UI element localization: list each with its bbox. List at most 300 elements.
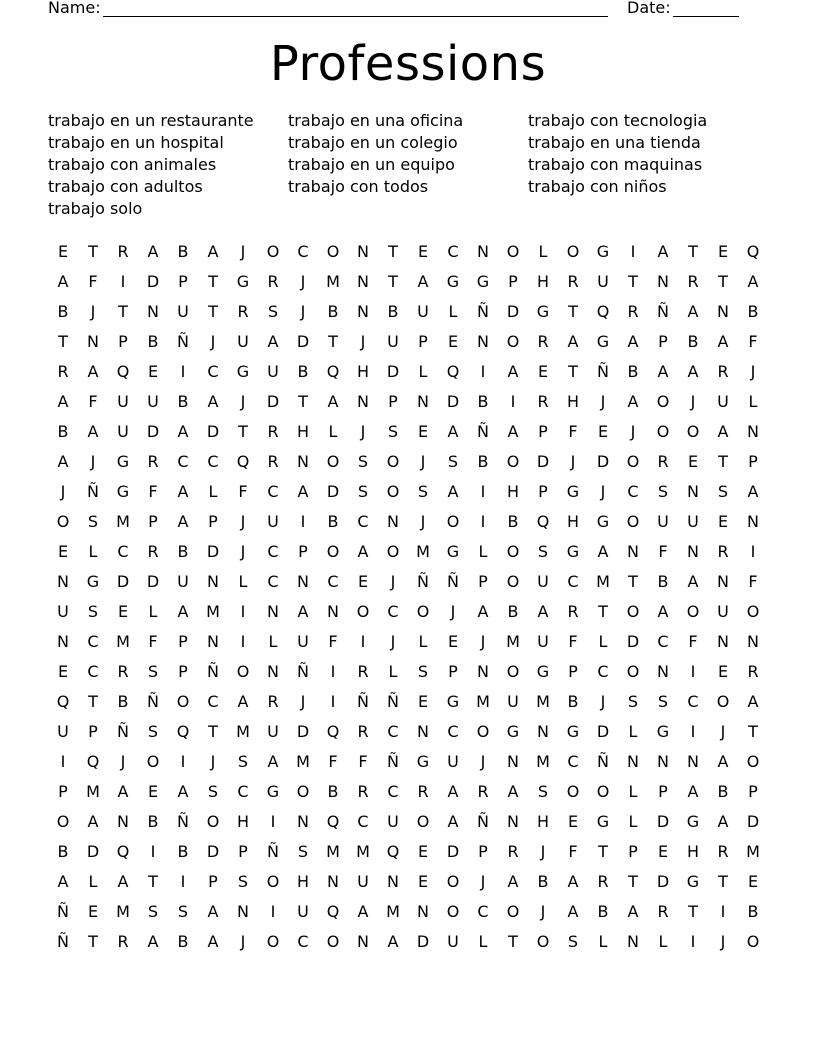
grid-letter[interactable]: J [540,902,546,921]
grid-letter[interactable]: O [266,932,280,951]
grid-letter[interactable]: M [536,692,550,711]
grid-letter[interactable]: C [87,632,99,651]
grid-letter[interactable]: C [687,692,699,711]
grid-letter[interactable]: H [356,362,370,381]
grid-letter[interactable]: A [327,392,339,411]
grid-letter[interactable]: S [357,452,369,471]
grid-letter[interactable]: N [117,812,129,831]
grid-letter[interactable]: O [326,242,340,261]
grid-letter[interactable]: C [627,482,639,501]
grid-letter[interactable]: Q [116,842,130,861]
grid-letter[interactable]: S [657,692,669,711]
grid-letter[interactable]: L [748,392,758,411]
grid-letter[interactable]: Ñ [297,662,309,681]
grid-letter[interactable]: L [88,542,98,561]
grid-letter[interactable]: O [386,482,400,501]
grid-letter[interactable]: L [598,632,608,651]
grid-letter[interactable]: B [297,362,309,381]
grid-letter[interactable]: O [296,782,310,801]
grid-letter[interactable]: U [657,512,669,531]
grid-letter[interactable]: R [357,722,369,741]
grid-letter[interactable]: N [627,542,639,561]
grid-letter[interactable]: Q [386,842,400,861]
grid-letter[interactable]: A [417,272,429,291]
grid-letter[interactable]: A [297,482,309,501]
grid-letter[interactable]: Q [116,362,130,381]
grid-letter[interactable]: A [747,482,759,501]
grid-letter[interactable]: F [688,632,698,651]
grid-letter[interactable]: N [267,662,279,681]
grid-letter[interactable]: U [57,722,69,741]
grid-letter[interactable]: G [266,782,280,801]
grid-letter[interactable]: J [570,452,576,471]
grid-letter[interactable]: A [87,422,99,441]
grid-letter[interactable]: C [387,602,399,621]
grid-letter[interactable]: J [690,392,696,411]
grid-letter[interactable]: D [326,482,340,501]
grid-letter[interactable]: P [628,842,638,861]
grid-letter[interactable]: E [117,602,129,621]
grid-letter[interactable]: I [240,602,246,621]
grid-letter[interactable]: T [148,872,158,891]
date-blank-line[interactable] [673,16,739,17]
grid-letter[interactable]: B [747,302,759,321]
grid-letter[interactable]: J [390,572,396,591]
grid-letter[interactable]: N [657,752,669,771]
grid-letter[interactable]: P [658,332,668,351]
grid-letter[interactable]: H [506,482,520,501]
grid-letter[interactable]: T [208,272,218,291]
grid-letter[interactable]: Ñ [477,422,489,441]
grid-letter[interactable]: S [87,512,99,531]
grid-letter[interactable]: S [147,722,159,741]
grid-letter[interactable]: D [596,452,610,471]
grid-letter[interactable]: O [506,242,520,261]
grid-letter[interactable]: Ñ [477,302,489,321]
grid-letter[interactable]: M [596,572,610,591]
grid-letter[interactable]: G [416,752,430,771]
grid-letter[interactable]: U [147,392,159,411]
grid-letter[interactable]: L [628,722,638,741]
grid-letter[interactable]: B [57,842,69,861]
grid-letter[interactable]: Q [326,722,340,741]
grid-letter[interactable]: N [267,602,279,621]
grid-letter[interactable]: D [206,422,220,441]
grid-letter[interactable]: A [177,512,189,531]
grid-letter[interactable]: N [417,722,429,741]
grid-letter[interactable]: O [56,812,70,831]
grid-letter[interactable]: C [297,242,309,261]
grid-letter[interactable]: Ñ [57,902,69,921]
grid-letter[interactable]: M [116,632,130,651]
grid-letter[interactable]: R [357,662,369,681]
grid-letter[interactable]: N [297,452,309,471]
grid-letter[interactable]: G [446,692,460,711]
grid-letter[interactable]: T [598,842,608,861]
grid-letter[interactable]: O [56,512,70,531]
grid-letter[interactable]: L [538,242,548,261]
grid-letter[interactable]: I [330,692,336,711]
grid-letter[interactable]: S [357,482,369,501]
grid-letter[interactable]: B [327,782,339,801]
grid-letter[interactable]: A [597,542,609,561]
grid-letter[interactable]: E [357,572,369,591]
grid-letter[interactable]: F [568,632,578,651]
grid-letter[interactable]: E [717,512,729,531]
grid-letter[interactable]: Ñ [597,362,609,381]
grid-letter[interactable]: Q [446,362,460,381]
grid-letter[interactable]: A [717,422,729,441]
grid-letter[interactable]: R [657,902,669,921]
grid-letter[interactable]: S [237,752,249,771]
grid-letter[interactable]: U [717,602,729,621]
grid-letter[interactable]: G [566,542,580,561]
grid-letter[interactable]: F [238,482,248,501]
grid-letter[interactable]: J [240,542,246,561]
grid-letter[interactable]: N [237,902,249,921]
grid-letter[interactable]: S [537,542,549,561]
grid-letter[interactable]: U [357,872,369,891]
grid-letter[interactable]: B [537,872,549,891]
grid-letter[interactable]: I [510,392,516,411]
grid-letter[interactable]: A [747,272,759,291]
grid-letter[interactable]: A [717,752,729,771]
grid-letter[interactable]: Ñ [477,812,489,831]
grid-letter[interactable]: E [147,362,159,381]
grid-letter[interactable]: G [566,722,580,741]
grid-letter[interactable]: Ñ [87,482,99,501]
grid-letter[interactable]: L [238,572,248,591]
grid-letter[interactable]: A [687,302,699,321]
grid-letter[interactable]: O [656,422,670,441]
grid-letter[interactable]: Q [86,752,100,771]
grid-letter[interactable]: L [478,932,488,951]
grid-letter[interactable]: A [87,812,99,831]
grid-letter[interactable]: O [746,602,760,621]
grid-letter[interactable]: M [416,542,430,561]
grid-letter[interactable]: A [267,752,279,771]
grid-letter[interactable]: C [237,782,249,801]
grid-letter[interactable]: N [477,332,489,351]
grid-letter[interactable]: O [566,782,580,801]
grid-letter[interactable]: D [626,632,640,651]
grid-letter[interactable]: N [687,542,699,561]
grid-letter[interactable]: R [657,452,669,471]
grid-letter[interactable]: S [177,902,189,921]
grid-letter[interactable]: T [718,452,728,471]
grid-letter[interactable]: A [147,932,159,951]
grid-letter[interactable]: D [656,872,670,891]
grid-letter[interactable]: L [418,362,428,381]
grid-letter[interactable]: N [477,662,489,681]
grid-letter[interactable]: S [567,932,579,951]
grid-letter[interactable]: E [717,662,729,681]
grid-letter[interactable]: A [507,362,519,381]
grid-letter[interactable]: T [628,272,638,291]
grid-letter[interactable]: G [446,542,460,561]
grid-letter[interactable]: F [88,272,98,291]
grid-letter[interactable]: A [57,452,69,471]
grid-letter[interactable]: G [596,332,610,351]
grid-letter[interactable]: D [146,572,160,591]
grid-letter[interactable]: A [687,572,699,591]
grid-letter[interactable]: I [750,542,756,561]
grid-letter[interactable]: O [356,602,370,621]
grid-letter[interactable]: B [147,812,159,831]
grid-letter[interactable]: A [387,932,399,951]
grid-letter[interactable]: D [296,722,310,741]
grid-letter[interactable]: O [626,452,640,471]
grid-letter[interactable]: G [656,722,670,741]
grid-letter[interactable]: L [658,932,668,951]
grid-letter[interactable]: B [57,302,69,321]
grid-letter[interactable]: O [626,602,640,621]
grid-letter[interactable]: B [567,692,579,711]
grid-letter[interactable]: N [657,662,669,681]
grid-letter[interactable]: O [266,872,280,891]
grid-letter[interactable]: P [478,842,488,861]
grid-letter[interactable]: J [300,692,306,711]
grid-letter[interactable]: Q [56,692,70,711]
grid-letter[interactable]: C [567,752,579,771]
grid-letter[interactable]: P [178,662,188,681]
grid-letter[interactable]: D [296,332,310,351]
grid-letter[interactable]: A [237,692,249,711]
grid-letter[interactable]: N [57,572,69,591]
grid-letter[interactable]: J [240,512,246,531]
grid-letter[interactable]: U [267,512,279,531]
grid-letter[interactable]: A [687,782,699,801]
grid-letter[interactable]: P [478,572,488,591]
grid-letter[interactable]: N [747,512,759,531]
grid-letter[interactable]: O [326,452,340,471]
grid-letter[interactable]: C [357,812,369,831]
grid-letter[interactable]: O [506,452,520,471]
grid-letter[interactable]: C [567,572,579,591]
grid-letter[interactable]: T [208,722,218,741]
grid-letter[interactable]: D [746,812,760,831]
grid-letter[interactable]: A [297,602,309,621]
grid-letter[interactable]: P [178,632,188,651]
grid-letter[interactable]: T [748,722,758,741]
grid-letter[interactable]: E [417,872,429,891]
grid-letter[interactable]: A [207,902,219,921]
grid-letter[interactable]: I [180,752,186,771]
grid-letter[interactable]: I [180,362,186,381]
grid-letter[interactable]: A [177,422,189,441]
grid-letter[interactable]: I [330,662,336,681]
grid-letter[interactable]: E [537,362,549,381]
grid-letter[interactable]: B [597,902,609,921]
grid-letter[interactable]: D [656,812,670,831]
grid-letter[interactable]: C [657,632,669,651]
grid-letter[interactable]: N [417,902,429,921]
grid-letter[interactable]: P [748,782,758,801]
grid-letter[interactable]: I [480,482,486,501]
grid-letter[interactable]: T [628,572,638,591]
grid-letter[interactable]: A [507,872,519,891]
grid-letter[interactable]: D [596,722,610,741]
grid-letter[interactable]: I [480,512,486,531]
grid-letter[interactable]: A [657,602,669,621]
grid-letter[interactable]: R [57,362,69,381]
grid-letter[interactable]: E [687,452,699,471]
grid-letter[interactable]: N [747,422,759,441]
grid-letter[interactable]: J [390,632,396,651]
grid-letter[interactable]: P [568,662,578,681]
grid-letter[interactable]: B [747,902,759,921]
grid-letter[interactable]: J [240,242,246,261]
grid-letter[interactable]: L [388,662,398,681]
grid-letter[interactable]: B [477,392,489,411]
grid-letter[interactable]: R [147,452,159,471]
grid-letter[interactable]: A [567,902,579,921]
grid-letter[interactable]: J [240,392,246,411]
grid-letter[interactable]: Ñ [597,752,609,771]
grid-letter[interactable]: J [300,302,306,321]
grid-letter[interactable]: R [507,842,519,861]
grid-letter[interactable]: P [118,332,128,351]
grid-letter[interactable]: A [447,422,459,441]
grid-letter[interactable]: C [297,932,309,951]
grid-letter[interactable]: N [297,572,309,591]
grid-letter[interactable]: R [717,362,729,381]
grid-letter[interactable]: F [748,572,758,591]
grid-letter[interactable]: I [60,752,66,771]
grid-letter[interactable]: O [206,812,220,831]
grid-letter[interactable]: H [686,842,700,861]
grid-letter[interactable]: L [208,482,218,501]
grid-letter[interactable]: H [566,392,580,411]
grid-letter[interactable]: M [386,902,400,921]
grid-letter[interactable]: J [240,932,246,951]
grid-letter[interactable]: B [177,542,189,561]
grid-letter[interactable]: T [718,272,728,291]
grid-letter[interactable]: T [388,272,398,291]
grid-letter[interactable]: I [690,932,696,951]
grid-letter[interactable]: N [627,932,639,951]
grid-letter[interactable]: J [420,452,426,471]
grid-letter[interactable]: Ñ [177,332,189,351]
grid-letter[interactable]: C [327,572,339,591]
grid-letter[interactable]: T [58,332,68,351]
grid-letter[interactable]: N [387,872,399,891]
grid-letter[interactable]: I [240,632,246,651]
grid-letter[interactable]: C [267,542,279,561]
grid-letter[interactable]: T [88,932,98,951]
grid-letter[interactable]: O [686,422,700,441]
grid-letter[interactable]: I [690,662,696,681]
grid-letter[interactable]: F [328,752,338,771]
grid-letter[interactable]: U [507,692,519,711]
grid-letter[interactable]: A [117,872,129,891]
grid-letter[interactable]: P [658,782,668,801]
grid-letter[interactable]: I [270,812,276,831]
grid-letter[interactable]: E [87,902,99,921]
grid-letter[interactable]: C [447,722,459,741]
grid-letter[interactable]: N [657,272,669,291]
grid-letter[interactable]: J [300,272,306,291]
grid-letter[interactable]: J [600,482,606,501]
grid-letter[interactable]: N [57,632,69,651]
grid-letter[interactable]: U [687,512,699,531]
grid-letter[interactable]: A [657,242,669,261]
grid-letter[interactable]: R [117,662,129,681]
grid-letter[interactable]: N [357,932,369,951]
grid-letter[interactable]: L [88,872,98,891]
grid-letter[interactable]: G [236,362,250,381]
grid-letter[interactable]: E [57,662,69,681]
grid-letter[interactable]: H [566,512,580,531]
grid-letter[interactable]: N [417,392,429,411]
grid-letter[interactable]: O [476,722,490,741]
grid-letter[interactable]: O [446,512,460,531]
grid-letter[interactable]: N [327,872,339,891]
grid-letter[interactable]: D [266,392,280,411]
grid-letter[interactable]: A [57,392,69,411]
grid-letter[interactable]: Q [746,242,760,261]
grid-letter[interactable]: C [207,692,219,711]
grid-letter[interactable]: R [747,662,759,681]
grid-letter[interactable]: R [267,692,279,711]
grid-letter[interactable]: D [386,362,400,381]
grid-letter[interactable]: T [388,242,398,261]
grid-letter[interactable]: O [146,752,160,771]
grid-letter[interactable]: E [597,422,609,441]
grid-letter[interactable]: N [327,602,339,621]
grid-letter[interactable]: A [657,362,669,381]
grid-letter[interactable]: C [267,482,279,501]
grid-letter[interactable]: P [538,422,548,441]
grid-letter[interactable]: A [357,902,369,921]
grid-letter[interactable]: D [446,392,460,411]
grid-letter[interactable]: J [360,332,366,351]
grid-letter[interactable]: E [147,782,159,801]
grid-letter[interactable]: J [90,302,96,321]
grid-letter[interactable]: R [267,422,279,441]
grid-letter[interactable]: O [506,572,520,591]
grid-letter[interactable]: Ñ [417,572,429,591]
grid-letter[interactable]: J [90,452,96,471]
grid-letter[interactable]: U [57,602,69,621]
grid-letter[interactable]: M [296,752,310,771]
grid-letter[interactable]: O [656,392,670,411]
grid-letter[interactable]: A [447,782,459,801]
grid-letter[interactable]: T [718,872,728,891]
grid-letter[interactable]: J [450,602,456,621]
grid-letter[interactable]: J [420,512,426,531]
grid-letter[interactable]: S [717,482,729,501]
grid-letter[interactable]: R [597,872,609,891]
grid-letter[interactable]: N [357,392,369,411]
grid-letter[interactable]: D [506,302,520,321]
grid-letter[interactable]: G [536,302,550,321]
grid-letter[interactable]: H [236,812,250,831]
grid-letter[interactable]: O [716,692,730,711]
grid-letter[interactable]: T [208,302,218,321]
grid-letter[interactable]: U [297,632,309,651]
grid-letter[interactable]: A [507,422,519,441]
grid-letter[interactable]: F [568,422,578,441]
grid-letter[interactable]: M [326,842,340,861]
grid-letter[interactable]: U [597,272,609,291]
grid-letter[interactable]: U [117,392,129,411]
grid-letter[interactable]: O [236,662,250,681]
grid-letter[interactable]: U [417,302,429,321]
grid-letter[interactable]: J [600,692,606,711]
grid-letter[interactable]: M [476,692,490,711]
grid-letter[interactable]: A [447,812,459,831]
